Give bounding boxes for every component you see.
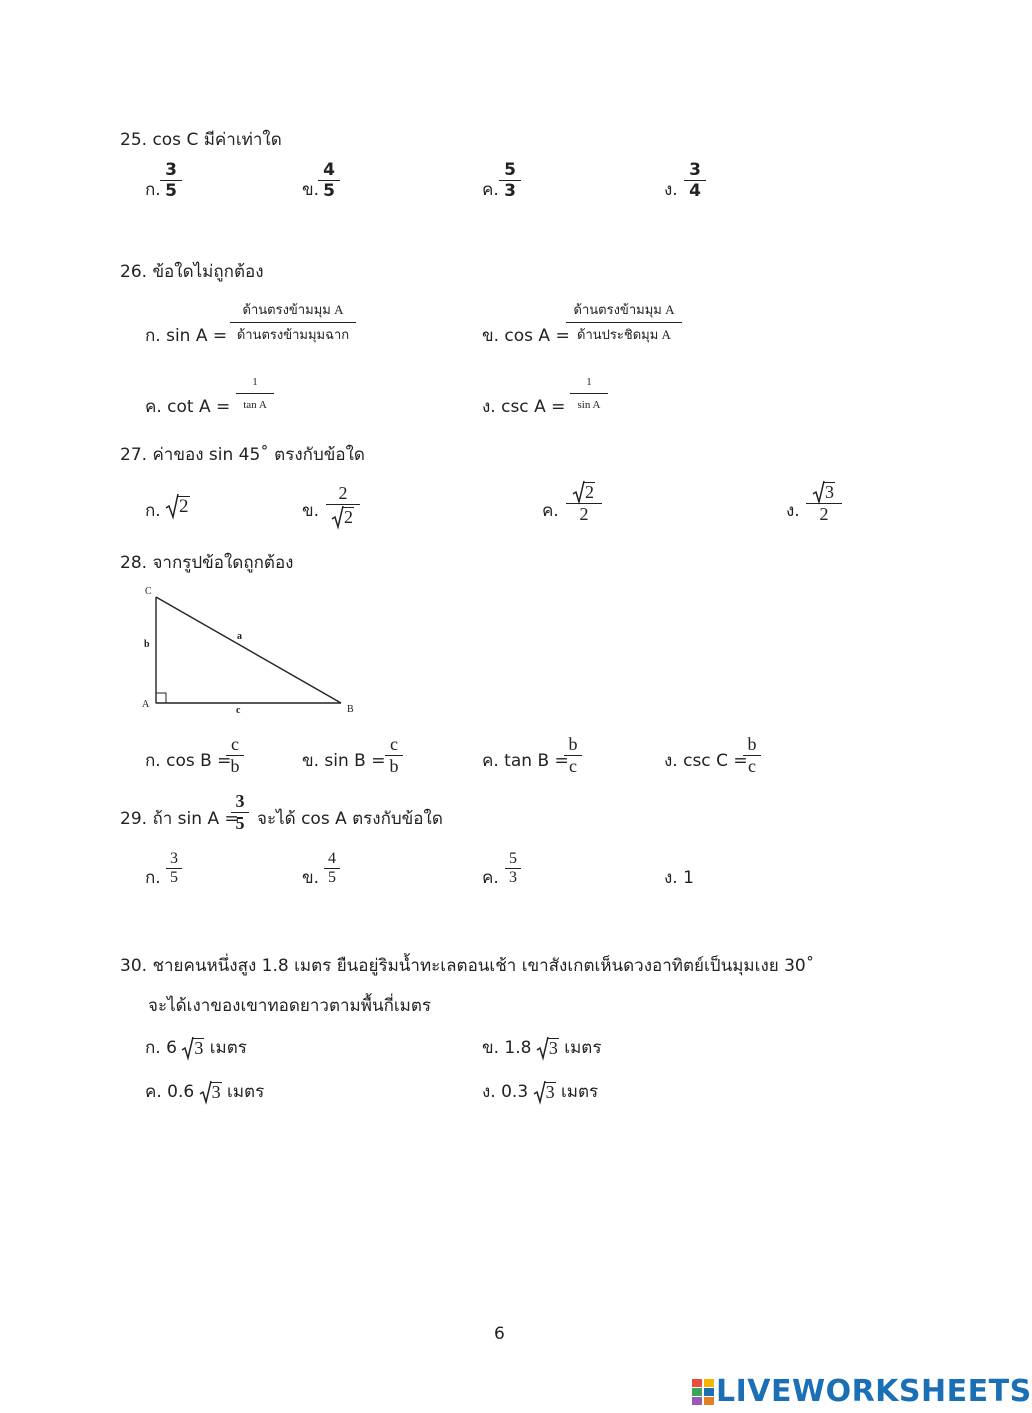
fraction-numerator: b: [568, 734, 578, 754]
q25-option-d-fraction: [684, 160, 706, 201]
right-angle-mark: [156, 693, 166, 703]
q27-text: 27. ค่าของ sin 45˚ ตรงกับข้อใด: [120, 445, 365, 465]
fraction-denominator: c: [569, 756, 577, 776]
fraction-numerator: 4: [323, 160, 335, 180]
option-unit: เมตร: [227, 1082, 265, 1102]
q28-option-c-label: ค. tan B =: [482, 751, 569, 771]
fraction-denominator: 4: [689, 181, 701, 201]
q28-option-b-label: ข. sin B =: [302, 751, 386, 771]
radicand: 3: [545, 1082, 555, 1103]
radicand: 3: [825, 482, 834, 503]
option-label: ง. 0.3: [482, 1082, 529, 1102]
q27-option-b-fraction: [326, 483, 360, 528]
vertex-b-label: B: [347, 704, 354, 715]
fraction-numerator: 1: [252, 376, 258, 388]
q30-line1: 30. ชายคนหนึ่งสูง 1.8 เมตร ยืนอยู่ริมน้ำทะเลตอนเช้า เขาสังเกตเห็นดวงอาทิตย์เป็นมุมเงย 30˚: [120, 956, 815, 976]
q28-text: 28. จากรูปข้อใดถูกต้อง: [120, 553, 294, 573]
q25-option-a-label: ก.: [145, 180, 161, 200]
fraction-denominator: c: [748, 756, 756, 776]
q25-option-b-fraction: [318, 160, 340, 201]
q28-option-b-fraction: [385, 734, 403, 777]
q29-option-d-label: ง. 1: [664, 868, 694, 888]
q27-option-d-fraction: [806, 480, 842, 525]
fraction-numerator: 4: [328, 850, 336, 867]
fraction-numerator: ด้านตรงข้ามมุม A: [573, 302, 675, 317]
fraction-numerator: 5: [504, 160, 516, 180]
q26-text: 26. ข้อใดไม่ถูกต้อง: [120, 262, 264, 282]
q26-option-d-fraction: [570, 371, 608, 416]
sqrt-sign: [166, 494, 190, 518]
triangle-figure: [138, 582, 368, 717]
option-label: ค. 0.6: [145, 1082, 195, 1102]
fraction-denominator: sin A: [577, 399, 601, 411]
q25-text: 25. cos C มีค่าเท่าใด: [120, 130, 282, 150]
q28-option-c-fraction: [564, 734, 582, 777]
q25-option-a-fraction: [160, 160, 182, 201]
fraction-numerator: 1: [586, 376, 592, 388]
q28-option-a-label: ก. cos B =: [145, 751, 232, 771]
fraction-denominator: 5: [165, 181, 177, 201]
fraction-denominator: 2: [579, 503, 589, 524]
radicand: 2: [179, 496, 189, 518]
sqrt-sign: [332, 506, 354, 528]
q30-line2: จะได้เงาของเขาทอดยาวตามพื้นกี่เมตร: [148, 996, 432, 1016]
fraction-numerator: 5: [509, 850, 517, 867]
q25-option-c-fraction: [499, 160, 521, 201]
option-unit: เมตร: [209, 1038, 247, 1058]
fraction-numerator: b: [747, 734, 757, 754]
q27-option-a-sqrt: [166, 494, 190, 518]
fraction-denominator: 5: [323, 181, 335, 201]
q29-given-fraction: [231, 791, 249, 834]
radicand: 3: [194, 1038, 204, 1059]
q29-text-post: จะได้ cos A ตรงกับข้อใด: [257, 809, 443, 829]
q29-option-c-fraction: [505, 850, 521, 887]
fraction-numerator: 3: [235, 791, 245, 811]
option-unit: เมตร: [560, 1082, 599, 1102]
q29-option-a-fraction: [166, 850, 182, 887]
fraction-denominator: [326, 505, 360, 528]
q30-option-a: [145, 1034, 247, 1061]
liveworksheets-logo-icon: [692, 1379, 714, 1405]
q28-option-d-fraction: [743, 734, 761, 777]
q29-option-b-label: ข.: [302, 868, 320, 888]
fraction-denominator: 5: [170, 869, 178, 886]
q26-option-a-fraction: [230, 298, 356, 347]
q27-option-d-label: ง.: [786, 501, 800, 521]
fraction-numerator: ด้านตรงข้ามมุม A: [242, 302, 344, 317]
side-a-label: a: [237, 631, 242, 642]
fraction-denominator: 5: [235, 813, 245, 833]
radicand: 3: [548, 1038, 558, 1059]
sqrt-sign: [573, 481, 595, 503]
q26-option-b-label: ข. cos A =: [482, 326, 570, 346]
q30-option-d: [482, 1078, 598, 1105]
q26-option-a-label: ก. sin A =: [145, 326, 228, 346]
liveworksheets-logo[interactable]: [692, 1374, 1032, 1409]
page-number: 6: [494, 1324, 505, 1344]
radicand: 2: [344, 507, 353, 528]
fraction-numerator: [806, 480, 842, 503]
fraction-denominator: b: [389, 756, 399, 776]
fraction-numerator: [566, 480, 602, 503]
sqrt-sign: [534, 1081, 556, 1103]
q29-text-pre: 29. ถ้า sin A =: [120, 809, 239, 829]
q26-option-c-label: ค. cot A =: [145, 397, 231, 417]
q27-option-c-label: ค.: [542, 501, 559, 521]
q26-option-d-label: ง. csc A =: [482, 397, 566, 417]
fraction-denominator: tan A: [243, 399, 267, 411]
radicand: 3: [211, 1082, 221, 1103]
fraction-denominator: 3: [509, 869, 517, 886]
q29-option-a-label: ก.: [145, 868, 161, 888]
sqrt-sign: [200, 1081, 222, 1103]
sqrt-sign: [537, 1037, 559, 1059]
side-b-label: b: [144, 639, 150, 650]
fraction-numerator: c: [390, 734, 398, 754]
q28-option-a-fraction: [226, 734, 244, 777]
option-label: ก. 6: [145, 1038, 177, 1058]
fraction-numerator: 3: [689, 160, 701, 180]
q25-option-d-label: ง.: [664, 180, 678, 200]
option-label: ข. 1.8: [482, 1038, 532, 1058]
q27-option-c-fraction: [566, 480, 602, 525]
fraction-denominator: 2: [819, 503, 829, 524]
q27-option-b-label: ข.: [302, 501, 320, 521]
vertex-a-label: A: [142, 699, 150, 710]
fraction-numerator: 3: [165, 160, 177, 180]
q29-option-b-fraction: [324, 850, 340, 887]
fraction-denominator: b: [230, 756, 240, 776]
fraction-numerator: 2: [338, 483, 348, 503]
q27-option-a-label: ก.: [145, 501, 161, 521]
q28-option-d-label: ง. csc C =: [664, 751, 748, 771]
liveworksheets-logo-text: LIVEWORKSHEETS: [716, 1374, 1032, 1409]
q30-option-b: [482, 1034, 601, 1061]
option-unit: เมตร: [564, 1038, 602, 1058]
fraction-denominator: ด้านตรงข้ามมุมฉาก: [236, 327, 350, 342]
vertex-c-label: C: [145, 586, 152, 597]
fraction-denominator: ด้านประชิดมุม A: [577, 327, 671, 342]
q25-option-b-label: ข.: [302, 180, 320, 200]
fraction-denominator: 3: [504, 181, 516, 201]
fraction-denominator: 5: [328, 869, 336, 886]
fraction-numerator: c: [231, 734, 239, 754]
side-c-label: c: [236, 705, 241, 716]
fraction-numerator: 3: [170, 850, 178, 867]
sqrt-sign: [182, 1037, 204, 1059]
q25-option-c-label: ค.: [482, 180, 499, 200]
sqrt-sign: [813, 481, 835, 503]
radicand: 2: [585, 482, 594, 503]
q26-option-b-fraction: [566, 298, 682, 347]
q29-option-c-label: ค.: [482, 868, 499, 888]
side-a: [156, 597, 341, 703]
q26-option-c-fraction: [236, 371, 274, 416]
q30-option-c: [145, 1078, 264, 1105]
